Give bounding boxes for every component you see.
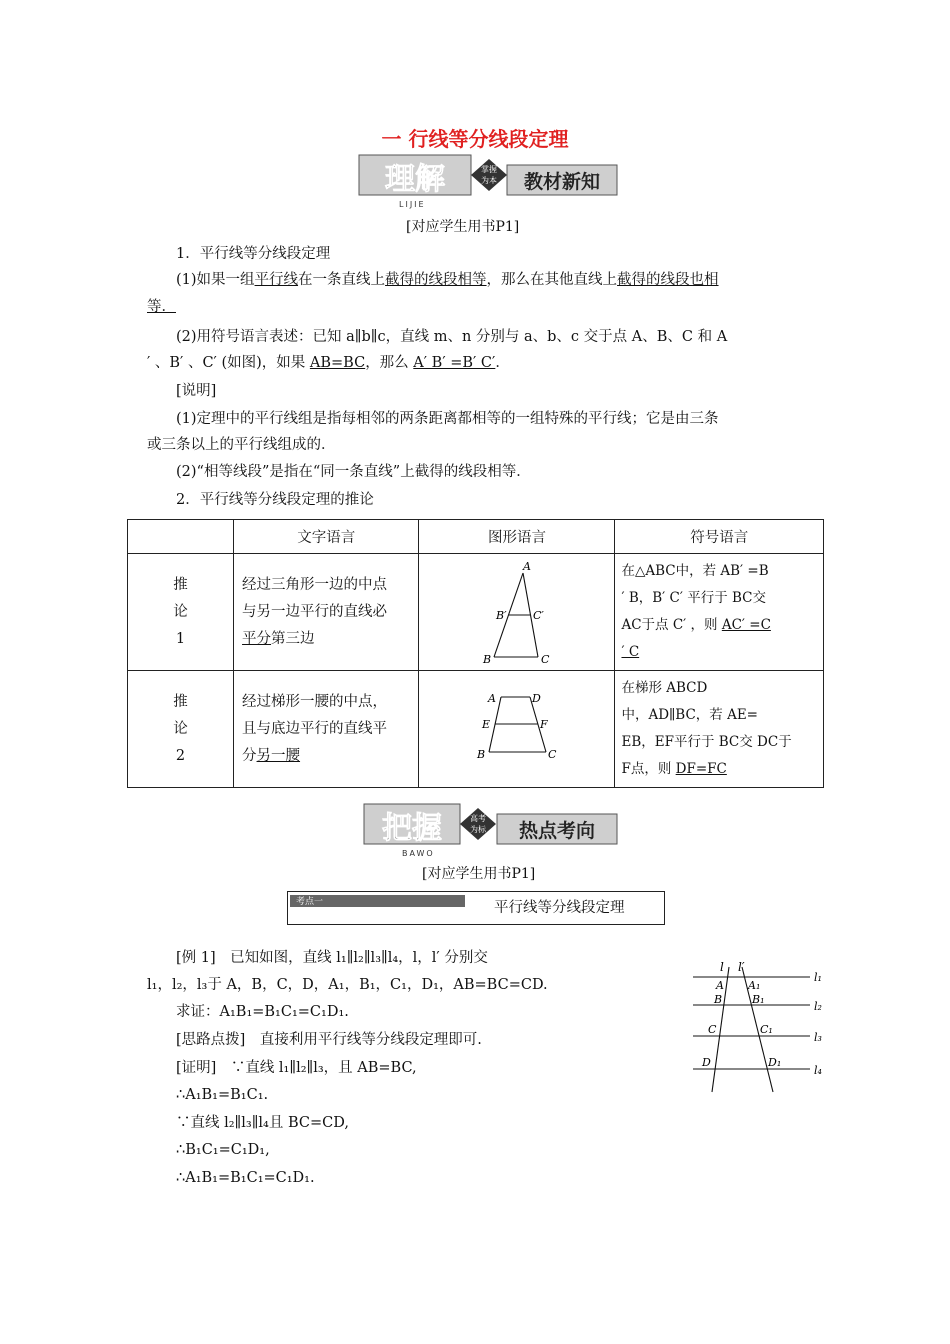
hint: [思路点拨] 直接利用平行线等分线段定理即可. xyxy=(176,1032,482,1048)
proof-line2: ∴A₁B₁=B₁C₁. xyxy=(176,1087,269,1103)
banner-big-text: 把握 xyxy=(382,811,442,846)
para2-line1: (2)用符号语言表述：已知 a∥b∥c，直线 m、n 分别与 a、b、c 交于点 A、B、C 和 A xyxy=(176,329,728,345)
svg-text:C₁: C₁ xyxy=(760,1023,773,1036)
figure-cell xyxy=(419,554,615,671)
ref-label-1: [对应学生用书P1] xyxy=(406,219,520,235)
text-language-cell: 经过三角形一边的中点 与另一边平行的直线必 平分第三边 xyxy=(234,554,419,671)
banner-grasp xyxy=(362,800,624,862)
svg-text:C: C xyxy=(548,748,557,761)
para1-line1: (1)如果一组平行线在一条直线上截得的线段相等，那么在其他直线上截得的线段也相 xyxy=(176,272,719,288)
svg-text:A: A xyxy=(716,979,724,992)
svg-text:l₃: l₃ xyxy=(814,1031,822,1044)
table-header: 符号语言 xyxy=(615,520,824,554)
svg-text:E: E xyxy=(482,718,491,731)
proof-line3: ∵直线 l₂∥l₃∥l₄且 BC=CD, xyxy=(176,1115,349,1131)
banner-pinyin: LIJIE xyxy=(399,200,426,209)
parallel-lines-figure xyxy=(688,955,833,1095)
banner-small-top: 高考 xyxy=(470,814,486,823)
svg-text:B′: B′ xyxy=(496,609,508,622)
text-language-cell: 经过梯形一腰的中点， 且与底边平行的直线平 分另一腰 xyxy=(234,671,419,788)
svg-text:B: B xyxy=(477,748,486,761)
svg-text:B₁: B₁ xyxy=(752,993,765,1006)
banner-small-bottom: 为标 xyxy=(470,825,486,834)
banner-right-text: 教材新知 xyxy=(523,171,601,193)
svg-text:B: B xyxy=(714,993,723,1006)
section1-heading: 1．平行线等分线段定理 xyxy=(176,246,331,262)
triangle-figure xyxy=(420,555,613,665)
para1-line2: 等． xyxy=(147,299,176,315)
svg-text:B: B xyxy=(483,653,492,665)
example-line3: 求证：A₁B₁=B₁C₁=C₁D₁. xyxy=(176,1004,349,1020)
example-line2: l₁，l₂，l₃于 A，B，C，D，A₁，B₁，C₁，D₁，AB=BC=CD. xyxy=(147,977,548,993)
section2-heading: 2．平行线等分线段定理的推论 xyxy=(176,492,374,508)
svg-text:C: C xyxy=(541,653,550,665)
symbol-language-cell: 在△ABC中，若 AB′ =B ′ B，B′ C′ 平行于 BC交 AC于点 C′ ，则 AC′ =C ′ C xyxy=(615,554,824,671)
table-row xyxy=(128,554,824,671)
para2-line2: ′ 、B′ 、C′ (如图)，如果 AB=BC，那么 A′ B′ =B′ C′． xyxy=(147,355,510,371)
banner-understand xyxy=(357,151,619,213)
table-header xyxy=(128,520,234,554)
proof-line1: [证明] ∵直线 l₁∥l₂∥l₃，且 AB=BC, xyxy=(176,1060,417,1076)
note-label: [说明] xyxy=(176,383,217,399)
row-label: 推 论 1 xyxy=(128,554,234,671)
svg-text:D: D xyxy=(532,692,542,705)
table-header: 图形语言 xyxy=(419,520,615,554)
table-header: 文字语言 xyxy=(234,520,419,554)
svg-text:C′: C′ xyxy=(533,609,545,622)
banner-diamond xyxy=(460,808,496,840)
svg-text:l: l xyxy=(720,960,724,974)
corollary-table xyxy=(127,519,824,788)
banner-diamond xyxy=(471,159,507,191)
figure-cell xyxy=(419,671,615,788)
proof-line5: ∴A₁B₁=B₁C₁=C₁D₁. xyxy=(176,1170,315,1186)
svg-text:F: F xyxy=(540,718,549,731)
topic-box xyxy=(287,891,665,925)
page-title: 一 行线等分线段定理 xyxy=(381,127,569,151)
banner-pinyin: BAWO xyxy=(402,849,435,858)
svg-text:A: A xyxy=(523,560,532,573)
ref-label-2: [对应学生用书P1] xyxy=(422,866,536,882)
svg-text:l′: l′ xyxy=(738,960,745,974)
table-row xyxy=(128,671,824,788)
svg-text:C: C xyxy=(708,1023,717,1036)
banner-small-bottom: 为本 xyxy=(481,176,497,185)
note1-line1: (1)定理中的平行线组是指每相邻的两条距离都相等的一组特殊的平行线；它是由三条 xyxy=(176,411,719,427)
svg-text:A: A xyxy=(488,692,497,705)
svg-text:l₁: l₁ xyxy=(814,971,822,984)
topic-label-bar xyxy=(290,895,465,907)
row-label: 推 论 2 xyxy=(128,671,234,788)
note1-line2: 或三条以上的平行线组成的． xyxy=(147,437,336,453)
topic-title: 平行线等分线段定理 xyxy=(494,900,625,916)
svg-text:D₁: D₁ xyxy=(768,1056,782,1069)
example-line1: [例 1] 已知如图，直线 l₁∥l₂∥l₃∥l₄，l，l′ 分别交 xyxy=(176,950,488,966)
note2: (2)“相等线段”是指在“同一条直线”上截得的线段相等． xyxy=(176,464,531,480)
table-header-row xyxy=(128,520,824,554)
svg-text:D: D xyxy=(702,1056,711,1069)
svg-text:l₂: l₂ xyxy=(814,1000,822,1013)
symbol-language-cell: 在梯形 ABCD 中，AD∥BC，若 AE= EB，EF平行于 BC交 DC于 F点，则 DF=FC xyxy=(615,671,824,788)
topic-label: 考点一 xyxy=(296,897,324,907)
trapezoid-figure xyxy=(420,672,613,782)
banner-right-text: 热点考向 xyxy=(518,820,596,842)
svg-text:A₁: A₁ xyxy=(748,979,761,992)
svg-text:l₄: l₄ xyxy=(814,1064,822,1077)
banner-small-top: 掌握 xyxy=(481,165,497,174)
proof-line4: ∴B₁C₁=C₁D₁, xyxy=(176,1142,270,1158)
banner-big-text: 理解 xyxy=(385,162,445,197)
